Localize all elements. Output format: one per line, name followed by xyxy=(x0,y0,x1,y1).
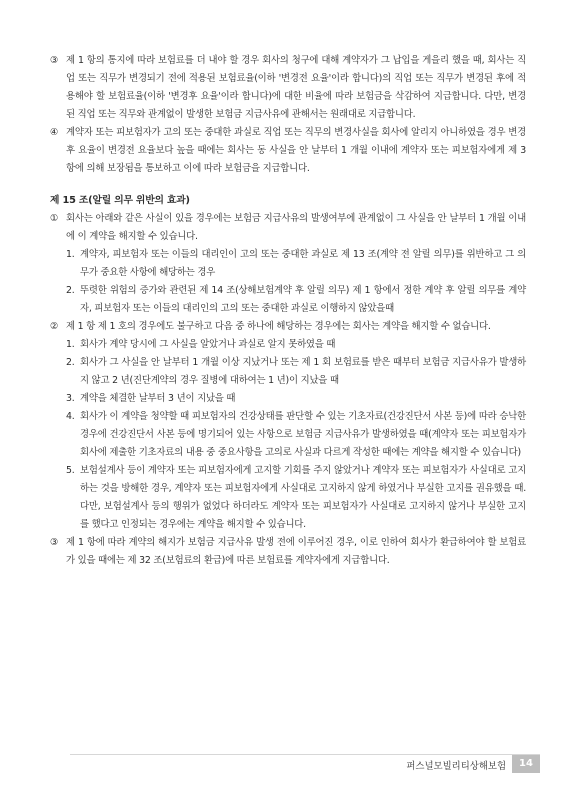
list-item-text: 계약자, 피보험자 또는 이들의 대리인이 고의 또는 중대한 과실로 제 13 조(계약 전 알릴 의무)를 위반하고 그 의무가 중요한 사항에 해당하는 경우 xyxy=(80,249,526,278)
list-item-number: 1. xyxy=(66,249,75,260)
paragraph-marker: ④ xyxy=(50,127,59,138)
article-paragraph-1 xyxy=(50,210,526,246)
list-item xyxy=(50,246,526,282)
list-item xyxy=(50,462,526,534)
paragraph-3 xyxy=(50,52,526,124)
paragraph-marker: ② xyxy=(50,321,59,332)
paragraph-text: 제 1 항의 통지에 따라 보험료를 더 내야 할 경우 회사의 청구에 대해 계약자가 그 납입을 게을리 했을 때, 회사는 직업 또는 직무가 변경되기 전에 적용된 보험료율(이하 '변경전 요율'이라 합니다)의 직업 또는 직무가 변경된 후에 적용해야 할 보험료율(이하 '변경후 요율'이라 합니다)에 대한 비율에 따라 보험금을 삭감하여 지급합니다. 다만, 변경된 직업 또는 직무와 관계없이 발생한 보험금 지급사유에 관해서는 원래대로 지급합니다. xyxy=(66,55,526,120)
list-item xyxy=(50,354,526,390)
paragraph-marker: ③ xyxy=(50,55,59,66)
list-item-number: 2. xyxy=(66,357,75,368)
list-item xyxy=(50,390,526,408)
list-item-number: 3. xyxy=(66,393,75,404)
paragraph-marker: ① xyxy=(50,213,59,224)
list-item-text: 회사가 계약 당시에 그 사실을 알았거나 과실로 알지 못하였을 때 xyxy=(80,339,336,350)
footer-product-name: 퍼스널모빌리티상해보험 xyxy=(406,761,506,772)
list-item xyxy=(50,336,526,354)
paragraph-4 xyxy=(50,124,526,178)
list-item-number: 5. xyxy=(66,465,75,476)
paragraph-text: 제 1 항에 따라 계약의 해지가 보험금 지급사유 발생 전에 이루어진 경우, 이로 인하여 회사가 환급하여야 할 보험료가 있을 때에는 제 32 조(보험료의 환급)에 따른 보험료를 계약자에게 지급합니다. xyxy=(66,537,526,566)
page-number-badge: 14 xyxy=(512,755,540,773)
list-item-number: 2. xyxy=(66,285,75,296)
list-item-text: 계약을 체결한 날부터 3 년이 지났을 때 xyxy=(80,393,236,404)
page-content xyxy=(50,52,526,570)
article-heading: 제 15 조(알릴 의무 위반의 효과) xyxy=(50,195,190,206)
paragraph-text: 제 1 항 제 1 호의 경우에도 불구하고 다음 중 하나에 해당하는 경우에는 회사는 계약을 해지할 수 없습니다. xyxy=(66,321,491,332)
list-item-text: 회사가 이 계약을 청약할 때 피보험자의 건강상태를 판단할 수 있는 기초자료(건강진단서 사본 등)에 따라 승낙한 경우에 건강진단서 사본 등에 명기되어 있는 사항으로 보험금 지급사유가 발생하였을 때(계약자 또는 피보험자가 회사에 제출한 기초자료의 내용 중 중요사항을 고의로 사실과 다르게 작성한 때에는 계약을 해지할 수 있습니다) xyxy=(80,411,526,458)
list-item xyxy=(50,408,526,462)
footer-divider xyxy=(70,754,540,755)
article-paragraph-3 xyxy=(50,534,526,570)
list-item-text: 회사가 그 사실을 안 날부터 1 개월 이상 지났거나 또는 제 1 회 보험료를 받은 때부터 보험금 지급사유가 발생하지 않고 2 년(진단계약의 경우 질병에 대하여는 1 년)이 지났을 때 xyxy=(80,357,526,386)
paragraph-marker: ③ xyxy=(50,537,59,548)
list-item xyxy=(50,282,526,318)
list-item-text: 보험설계사 등이 계약자 또는 피보험자에게 고지할 기회를 주지 않았거나 계약자 또는 피보험자가 사실대로 고지하는 것을 방해한 경우, 계약자 또는 피보험자에게 사실대로 고지하지 않게 하였거나 부실한 고지를 권유했을 때. 다만, 보험설계사 등의 행위가 없었다 하더라도 계약자 또는 피보험자가 사실대로 고지하지 않거나 부실한 고지를 했다고 인정되는 경우에는 계약을 해지할 수 있습니다. xyxy=(80,465,526,530)
article-paragraph-2 xyxy=(50,318,526,336)
list-item-text: 뚜렷한 위험의 증가와 관련된 제 14 조(상해보험계약 후 알릴 의무) 제 1 항에서 정한 계약 후 알릴 의무를 계약자, 피보험자 또는 이들의 대리인의 고의 또는 중대한 과실로 이행하지 않았을때 xyxy=(80,285,526,314)
paragraph-text: 회사는 아래와 같은 사실이 있을 경우에는 보험금 지급사유의 발생여부에 관계없이 그 사실을 안 날부터 1 개월 이내에 이 계약을 해지할 수 있습니다. xyxy=(66,213,526,242)
list-item-number: 1. xyxy=(66,339,75,350)
list-item-number: 4. xyxy=(66,411,75,422)
paragraph-text: 계약자 또는 피보험자가 고의 또는 중대한 과실로 직업 또는 직무의 변경사실을 회사에 알리지 아니하였을 경우 변경후 요율이 변경전 요율보다 높을 때에는 회사는 동 사실을 안 날부터 1 개월 이내에 계약자 또는 피보험자에게 제 3 항에 의해 보장됨을 통보하고 이에 따라 보험금을 지급합니다. xyxy=(66,127,526,174)
